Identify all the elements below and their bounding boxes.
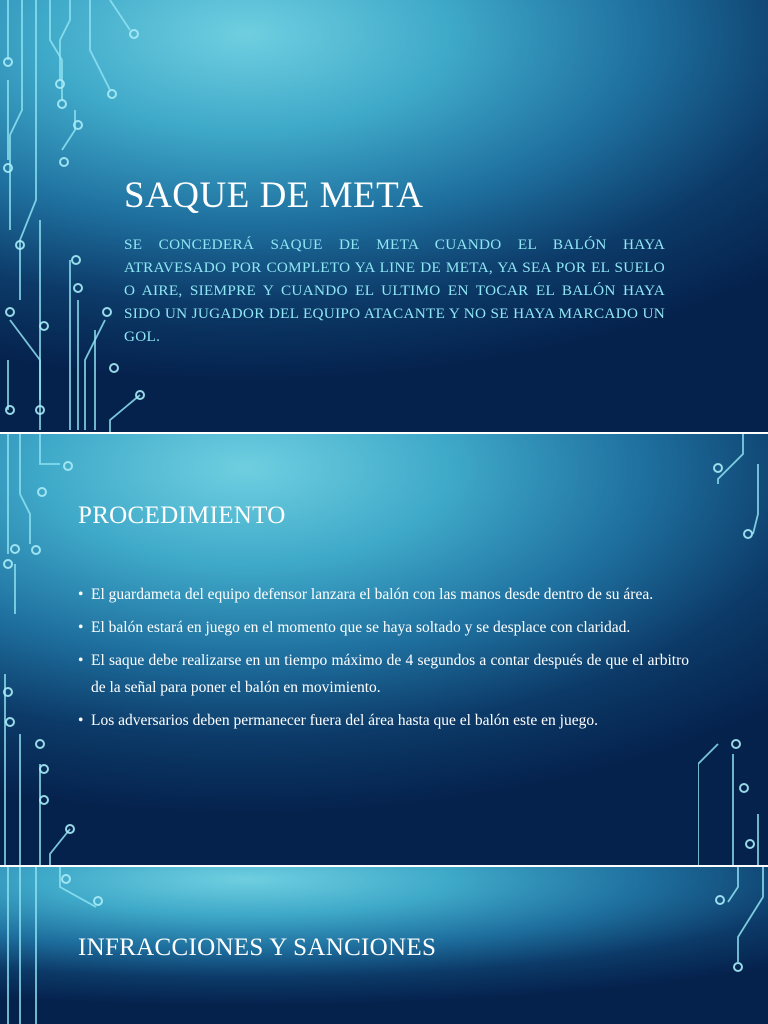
- list-item: • El guardameta del equipo defensor lanzara el balón con las manos desde dentro de su área.: [78, 581, 689, 608]
- list-item: • El saque debe realizarse en un tiempo máximo de 4 segundos a contar después de que el arbitro de la señal para poner el balón en movimiento.: [78, 647, 689, 701]
- circuit-decoration-right: [698, 867, 768, 1024]
- procedure-bullet-list: [78, 581, 689, 740]
- list-item: • Los adversarios deben permanecer fuera del área hasta que el balón este en juego.: [78, 707, 689, 734]
- slide-title-infracciones: INFRACCIONES Y SANCIONES: [78, 934, 437, 961]
- circuit-decoration-right: [698, 434, 768, 865]
- slide-body-text: SE CONCEDERÁ SAQUE DE META CUANDO EL BALÓN HAYA ATRAVESADO POR COMPLETO YA LINE DE META, YA SEA POR EL SUELO O AIRE, SIEMPRE Y CUANDO EL ULTIMO EN TOCAR EL BALÓN HAYA SIDO UN JUGADOR DEL EQUIPO ATACANTE Y NO SE HAYA MARCADO UN GOL.: [124, 236, 665, 345]
- slide-saque-de-meta: [0, 0, 768, 432]
- list-item: • El balón estará en juego en el momento que se haya soltado y se desplace con claridad.: [78, 614, 689, 641]
- slide-title-procedimiento: PROCEDIMIENTO: [78, 502, 286, 529]
- slide-title: SAQUE DE META: [124, 175, 424, 216]
- circuit-decoration-left: [0, 434, 90, 865]
